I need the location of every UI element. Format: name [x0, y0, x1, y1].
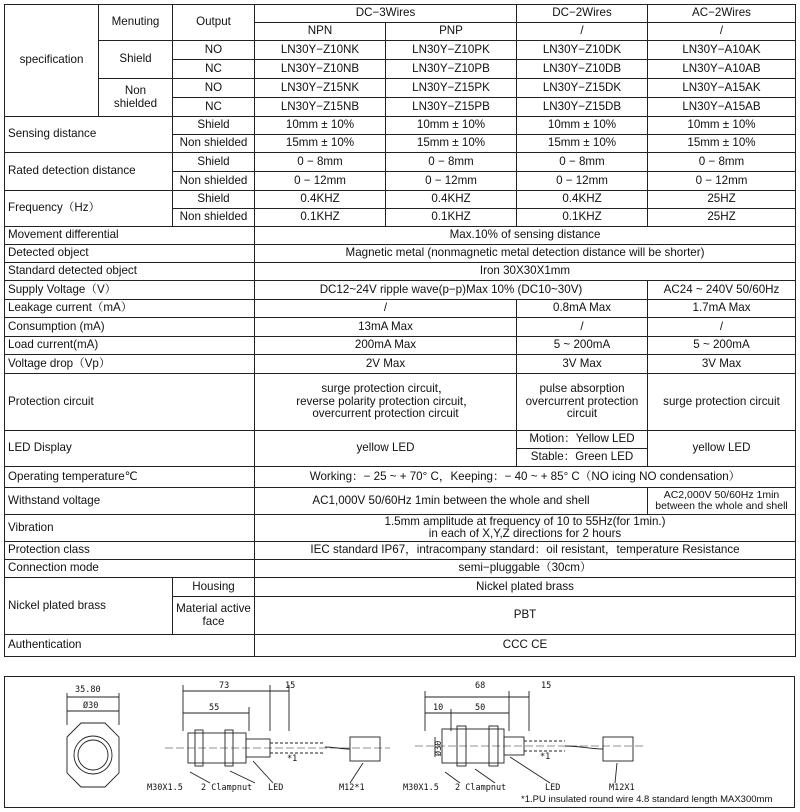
- frequency-value: 0.1KHZ: [386, 209, 517, 227]
- supply-label: Supply Voltage（V）: [5, 281, 255, 300]
- models-nonshield: Non shielded: [99, 79, 173, 117]
- specification-table: [4, 4, 796, 657]
- led-stable: Stable：Green LED: [517, 449, 648, 467]
- d2-m12: M12*1: [339, 783, 365, 793]
- sensing-value: 15mm ± 10%: [386, 135, 517, 153]
- rated-value: 0 − 12mm: [386, 172, 517, 191]
- face-value: PBT: [255, 597, 796, 635]
- d3-led: LED: [545, 783, 561, 793]
- movement-value: Max.10% of sensing distance: [255, 227, 796, 245]
- protection-class-label: Protection class: [5, 542, 255, 560]
- detected-label: Detected object: [5, 245, 255, 263]
- d3-diameter: Ø30: [434, 740, 444, 756]
- model-cell: LN30Y−Z15PB: [386, 98, 517, 117]
- dc3-header: DC−3Wires: [255, 5, 517, 23]
- d3-star: *1: [540, 752, 551, 762]
- temperature-value: Working：− 25 ~ + 70° C，Keeping：− 40 ~ + 85° C（NO icing NO condensation）: [255, 467, 796, 488]
- model-cell: LN30Y−Z10PB: [386, 60, 517, 79]
- d3-nut: 2 Clampnut: [455, 783, 507, 793]
- protection-label: Protection circuit: [5, 374, 255, 431]
- load-dc3: 200mA Max: [255, 337, 517, 355]
- d2-star: *1: [287, 754, 298, 764]
- npn-header: NPN: [255, 23, 386, 41]
- model-cell: LN30Y−A10AB: [648, 60, 796, 79]
- model-cell: LN30Y−Z15NK: [255, 79, 386, 98]
- rated-value: 0 − 8mm: [255, 153, 386, 172]
- rated-value: 0 − 12mm: [255, 172, 386, 191]
- frequency-nonshield: Non shielded: [173, 209, 255, 227]
- model-cell: LN30Y−Z15DB: [517, 98, 648, 117]
- model-cell: LN30Y−A15AB: [648, 98, 796, 117]
- load-label: Load current(mA): [5, 337, 255, 355]
- model-cell: LN30Y−Z10NK: [255, 41, 386, 60]
- d2-length: 73: [219, 681, 230, 691]
- drop-ac: 3V Max: [648, 355, 796, 374]
- sensing-value: 15mm ± 10%: [517, 135, 648, 153]
- d3-m30: M30X1.5: [403, 783, 439, 793]
- rated-shield: Shield: [173, 153, 255, 172]
- model-cell: LN30Y−A15AK: [648, 79, 796, 98]
- detected-value: Magnetic metal (nonmagnetic metal detection distance will be shorter): [255, 245, 796, 263]
- rated-value: 0 − 12mm: [517, 172, 648, 191]
- supply-ac: AC24 ~ 240V 50/60Hz: [648, 281, 796, 300]
- frequency-shield: Shield: [173, 191, 255, 209]
- led-label: LED Display: [5, 431, 255, 467]
- d3-m12: M12X1: [609, 783, 635, 793]
- consumption-dc2: /: [517, 318, 648, 337]
- sensing-value: 10mm ± 10%: [386, 117, 517, 135]
- led-ac: yellow LED: [648, 431, 796, 467]
- withstand-label: Withstand voltage: [5, 488, 255, 515]
- protection-ac: surge protection circuit: [648, 374, 796, 431]
- d1-width: 35.80: [75, 685, 101, 695]
- frequency-value: 0.4KHZ: [517, 191, 648, 209]
- dc2-sub: /: [517, 23, 648, 41]
- protection-dc3: surge protection circuit， reverse polarity protection circuit， overcurrent protection circuit: [255, 374, 517, 431]
- standard-label: Standard detected object: [5, 263, 255, 281]
- d1-diameter: Ø30: [83, 701, 99, 711]
- movement-label: Movement differential: [5, 227, 255, 245]
- ac2-header: AC−2Wires: [648, 5, 796, 23]
- sensing-value: 15mm ± 10%: [255, 135, 386, 153]
- supply-dc: DC12~24V ripple wave(p−p)Max 10% (DC10~30V): [255, 281, 648, 300]
- ac2-sub: /: [648, 23, 796, 41]
- withstand-dc: AC1,000V 50/60Hz 1min between the whole and shell: [255, 488, 648, 515]
- led-motion: Motion：Yellow LED: [517, 431, 648, 449]
- model-cell: LN30Y−Z10PK: [386, 41, 517, 60]
- protection-class-value: IEC standard IP67，intracompany standard：oil resistant，temperature Resistance: [255, 542, 796, 560]
- rated-value: 0 − 8mm: [648, 153, 796, 172]
- led-dc3: yellow LED: [255, 431, 517, 467]
- output-header: Output: [173, 5, 255, 41]
- sensing-nonshield: Non shielded: [173, 135, 255, 153]
- face-label: Material active face: [173, 597, 255, 635]
- load-ac: 5 ~ 200mA: [648, 337, 796, 355]
- frequency-value: 25HZ: [648, 209, 796, 227]
- dc2-header: DC−2Wires: [517, 5, 648, 23]
- model-output: NC: [173, 60, 255, 79]
- sensing-value: 10mm ± 10%: [648, 117, 796, 135]
- rated-label: Rated detection distance: [5, 153, 173, 191]
- model-output: NC: [173, 98, 255, 117]
- drop-label: Voltage drop（Vp）: [5, 355, 255, 374]
- model-cell: LN30Y−Z10DB: [517, 60, 648, 79]
- menuting-header: Menuting: [99, 5, 173, 41]
- sensing-shield: Shield: [173, 117, 255, 135]
- dimension-svg: [5, 677, 794, 807]
- d2-thread: 55: [209, 703, 220, 713]
- frequency-value: 0.1KHZ: [255, 209, 386, 227]
- d2-m30: M30X1.5: [147, 783, 183, 793]
- d2-nut: 2 Clampnut: [201, 783, 253, 793]
- d2-cable: 15: [285, 681, 296, 691]
- consumption-dc3: 13mA Max: [255, 318, 517, 337]
- model-output: NO: [173, 41, 255, 60]
- frequency-label: Frequency（Hz）: [5, 191, 173, 227]
- d3-cable: 15: [541, 681, 552, 691]
- authentication-value: CCC CE: [255, 635, 796, 657]
- load-dc2: 5 ~ 200mA: [517, 337, 648, 355]
- d3-a: 10: [433, 703, 444, 713]
- withstand-ac: AC2,000V 50/60Hz 1min between the whole and shell: [648, 488, 796, 515]
- consumption-label: Consumption (mA): [5, 318, 255, 337]
- model-cell: LN30Y−Z10DK: [517, 41, 648, 60]
- model-cell: LN30Y−Z10NB: [255, 60, 386, 79]
- leak-label: Leakage current（mA）: [5, 300, 255, 318]
- nickel-label: Nickel plated brass: [5, 578, 173, 635]
- frequency-value: 0.1KHZ: [517, 209, 648, 227]
- sensing-value: 10mm ± 10%: [517, 117, 648, 135]
- leak-dc3: /: [255, 300, 517, 318]
- drop-dc2: 3V Max: [517, 355, 648, 374]
- sensing-value: 15mm ± 10%: [648, 135, 796, 153]
- d2-led: LED: [268, 783, 284, 793]
- d3-length: 68: [475, 681, 486, 691]
- rated-value: 0 − 8mm: [386, 153, 517, 172]
- sensing-value: 10mm ± 10%: [255, 117, 386, 135]
- authentication-label: Authentication: [5, 635, 255, 657]
- model-cell: LN30Y−Z15DK: [517, 79, 648, 98]
- model-cell: LN30Y−Z15PK: [386, 79, 517, 98]
- vibration-value: 1.5mm amplitude at frequency of 10 to 55Hz(for 1min.) in each of X,Y,Z directions for 2 hours: [255, 515, 796, 542]
- footnote: *1.PU insulated round wire 4.8 standard length MAX300mm: [521, 794, 773, 805]
- model-output: NO: [173, 79, 255, 98]
- models-shield: Shield: [99, 41, 173, 79]
- connection-value: semi−pluggable（30cm）: [255, 560, 796, 578]
- frequency-value: 0.4KHZ: [255, 191, 386, 209]
- connection-label: Connection mode: [5, 560, 255, 578]
- frequency-value: 25HZ: [648, 191, 796, 209]
- rated-value: 0 − 12mm: [648, 172, 796, 191]
- model-cell: LN30Y−Z15NB: [255, 98, 386, 117]
- spec-label: specification: [5, 5, 99, 117]
- sensing-label: Sensing distance: [5, 117, 173, 153]
- housing-label: Housing: [173, 578, 255, 597]
- rated-nonshield: Non shielded: [173, 172, 255, 191]
- housing-value: Nickel plated brass: [255, 578, 796, 597]
- temperature-label: Operating temperature℃: [5, 467, 255, 488]
- model-cell: LN30Y−A10AK: [648, 41, 796, 60]
- leak-dc2: 0.8mA Max: [517, 300, 648, 318]
- d3-b: 50: [475, 703, 486, 713]
- protection-dc2: pulse absorption overcurrent protection circuit: [517, 374, 648, 431]
- drop-dc3: 2V Max: [255, 355, 517, 374]
- pnp-header: PNP: [386, 23, 517, 41]
- standard-value: Iron 30X30X1mm: [255, 263, 796, 281]
- frequency-value: 0.4KHZ: [386, 191, 517, 209]
- vibration-label: Vibration: [5, 515, 255, 542]
- dimension-drawings: [4, 676, 795, 808]
- rated-value: 0 − 8mm: [517, 153, 648, 172]
- leak-ac: 1.7mA Max: [648, 300, 796, 318]
- consumption-ac: /: [648, 318, 796, 337]
